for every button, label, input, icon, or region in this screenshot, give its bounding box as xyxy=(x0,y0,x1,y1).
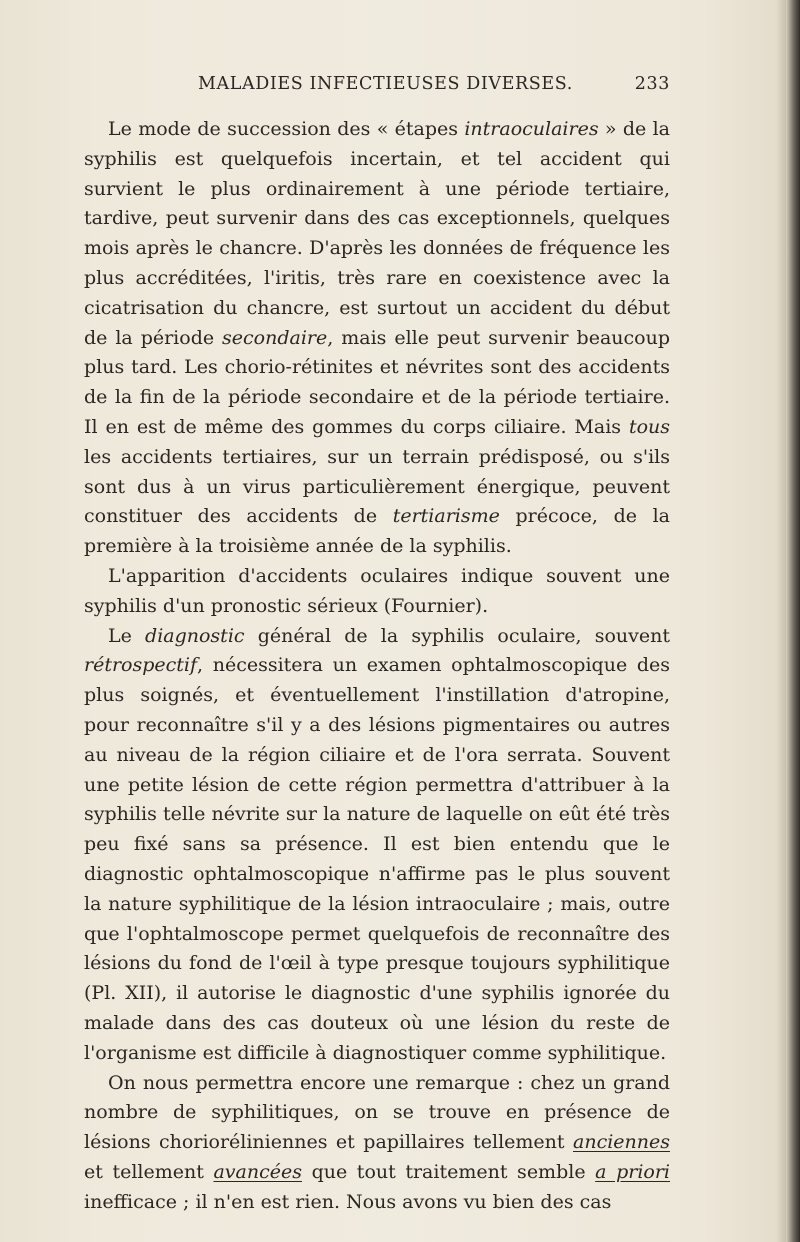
paragraph: Le mode de succession des « étapes intraoculaires » de la syphilis est quelquefois incertain, et tel accident qui survient le plus ordinairement à une période tertiaire, tardive, peut survenir dans des cas exceptionnels, quelques mois après le chancre. D'après les données de fréquence les plus accréditées, l'iritis, très rare en coexistence avec la cicatrisation du chancre, est surtout un accident du début de la période secondaire, mais elle peut survenir beaucoup plus tard. Les chorio-rétinites et névrites sont des accidents de la fin de la période secondaire et de la période tertiaire. Il en est de même des gommes du corps ciliaire. Mais tous les accidents tertiaires, sur un terrain prédisposé, ou s'ils sont dus à un virus particulièrement énergique, peuvent constituer des accidents de tertiarisme précoce, de la première à la troisième année de la syphilis. xyxy=(84,118,670,558)
paragraph: L'apparition d'accidents oculaires indique souvent une syphilis d'un pronostic sérieux (Fournier). xyxy=(84,564,670,617)
emphasis: a priori xyxy=(595,1160,670,1183)
emphasis: secondaire xyxy=(222,326,328,349)
running-title: MALADIES INFECTIEUSES DIVERSES. xyxy=(198,74,573,94)
emphasis: tertiarisme xyxy=(392,505,500,528)
emphasis: tous xyxy=(628,415,670,438)
emphasis: anciennes xyxy=(573,1131,670,1154)
running-header xyxy=(198,74,670,102)
emphasis: rétrospectif xyxy=(84,654,198,677)
emphasis: diagnostic xyxy=(145,624,245,647)
paragraph: On nous permettra encore une remarque : chez un grand nombre de syphilitiques, on se trouve en présence de lésions chorioréliniennes et papillaires tellement anciennes et tellement avancées que tout traitement semble a priori inefficace ; il n'en est rien. Nous avons vu bien des cas xyxy=(84,1071,670,1213)
emphasis: avancées xyxy=(213,1160,302,1183)
page-edge-shadow xyxy=(786,0,800,1242)
body-text xyxy=(84,115,670,1217)
paragraph: Le diagnostic général de la syphilis oculaire, souvent rétrospectif, nécessitera un examen ophtalmoscopique des plus soignés, et éventuellement l'instillation d'atropine, pour reconnaître s'il y a des lésions pigmentaires ou autres au niveau de la région ciliaire et de l'ora serrata. Souvent une petite lésion de cette région permettra d'attribuer à la syphilis telle névrite sur la nature de laquelle on eût été très peu fixé sans sa présence. Il est bien entendu que le diagnostic ophtalmoscopique n'affirme pas le plus souvent la nature syphilitique de la lésion intraoculaire ; mais, outre que l'ophtalmoscope permet quelquefois de reconnaître des lésions du fond de l'œil à type presque toujours syphilitique (Pl. XII), il autorise le diagnostic d'une syphilis ignorée du malade dans des cas douteux où une lésion du reste de l'organisme est difficile à diagnostiquer comme syphilitique. xyxy=(84,624,670,1064)
page-number: 233 xyxy=(634,74,670,94)
emphasis: intraoculaires xyxy=(464,118,599,140)
